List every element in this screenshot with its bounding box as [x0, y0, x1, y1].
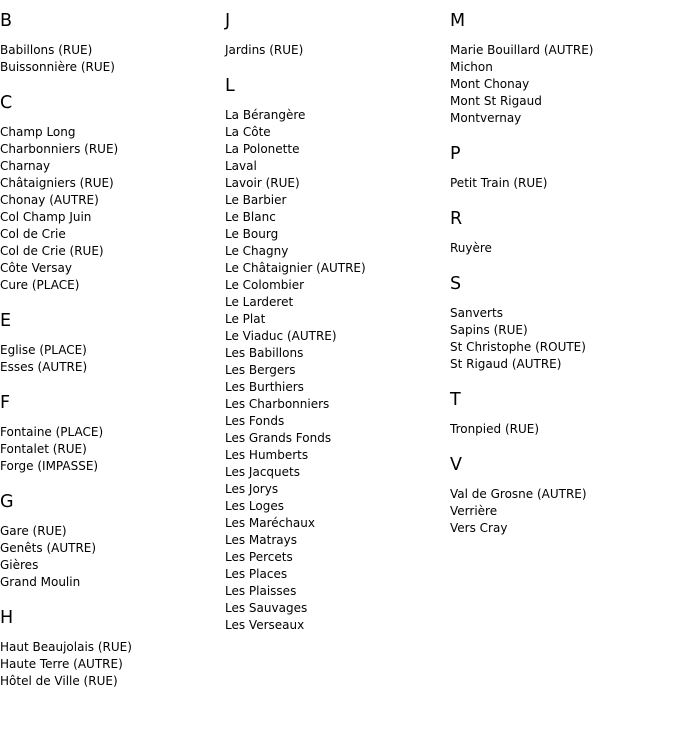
street-list: [0, 523, 220, 591]
street-link[interactable]: Châtaigniers (RUE): [0, 176, 114, 190]
street-link[interactable]: Le Châtaignier (AUTRE): [225, 261, 366, 275]
street-link[interactable]: Chonay (AUTRE): [0, 193, 99, 207]
letter-section: [450, 273, 670, 373]
section-letter-heading: H: [0, 608, 14, 628]
street-list: [0, 424, 220, 475]
street-link[interactable]: Les Grands Fonds: [225, 431, 332, 445]
street-list: [450, 175, 670, 192]
street-link[interactable]: St Christophe (ROUTE): [450, 340, 586, 354]
street-link[interactable]: Mont Chonay: [450, 77, 530, 91]
street-link[interactable]: Gare (RUE): [0, 524, 67, 538]
letter-section: [450, 143, 670, 192]
street-link[interactable]: Marie Bouillard (AUTRE): [450, 43, 594, 57]
letter-section: [450, 454, 670, 537]
street-link[interactable]: Jardins (RUE): [225, 43, 304, 57]
street-link[interactable]: Charnay: [0, 159, 51, 173]
section-letter-heading: V: [450, 455, 462, 475]
section-letter-heading: C: [0, 93, 13, 113]
section-letter-heading: F: [0, 393, 11, 413]
street-link[interactable]: Les Places: [225, 567, 288, 581]
street-list: [0, 124, 220, 294]
letter-section: [0, 92, 220, 294]
street-link[interactable]: Buissonnière (RUE): [0, 60, 115, 74]
street-link[interactable]: Haut Beaujolais (RUE): [0, 640, 132, 654]
street-link[interactable]: Col de Crie: [0, 227, 66, 241]
street-link[interactable]: Les Jacquets: [225, 465, 300, 479]
street-link[interactable]: Col Champ Juin: [0, 210, 92, 224]
section-letter-heading: P: [450, 144, 461, 164]
street-link[interactable]: Vers Cray: [450, 521, 508, 535]
street-link[interactable]: Côte Versay: [0, 261, 72, 275]
section-letter-heading: G: [0, 492, 14, 512]
street-link[interactable]: Champ Long: [0, 125, 76, 139]
section-letter-heading: L: [225, 76, 235, 96]
street-link[interactable]: Les Maréchaux: [225, 516, 315, 530]
street-link[interactable]: Les Jorys: [225, 482, 279, 496]
street-link[interactable]: Val de Grosne (AUTRE): [450, 487, 587, 501]
street-link[interactable]: Les Bergers: [225, 363, 296, 377]
street-link[interactable]: Verrière: [450, 504, 498, 518]
street-link[interactable]: Laval: [225, 159, 257, 173]
street-link[interactable]: Eglise (PLACE): [0, 343, 87, 357]
street-link[interactable]: Tronpied (RUE): [450, 422, 540, 436]
street-list: [450, 305, 670, 373]
street-link[interactable]: Les Percets: [225, 550, 293, 564]
street-link[interactable]: La Polonette: [225, 142, 300, 156]
street-link[interactable]: Fontaine (PLACE): [0, 425, 104, 439]
letter-section: [225, 10, 445, 59]
street-list: [450, 42, 670, 127]
street-link[interactable]: Les Loges: [225, 499, 284, 513]
street-link[interactable]: Lavoir (RUE): [225, 176, 300, 190]
index-column-2: [225, 10, 445, 650]
street-link[interactable]: Mont St Rigaud: [450, 94, 542, 108]
street-link[interactable]: Hôtel de Ville (RUE): [0, 674, 118, 688]
street-link[interactable]: Sapins (RUE): [450, 323, 528, 337]
street-link[interactable]: Le Barbier: [225, 193, 287, 207]
street-link[interactable]: Gières: [0, 558, 39, 572]
street-list: [450, 421, 670, 438]
street-link[interactable]: Grand Moulin: [0, 575, 81, 589]
section-letter-heading: B: [0, 11, 13, 31]
street-link[interactable]: Le Colombier: [225, 278, 305, 292]
street-link[interactable]: Esses (AUTRE): [0, 360, 88, 374]
index-column-3: [450, 10, 670, 553]
street-list: [0, 42, 220, 76]
letter-section: [0, 491, 220, 591]
section-letter-heading: R: [450, 209, 463, 229]
letter-section: [0, 607, 220, 690]
street-link[interactable]: Les Sauvages: [225, 601, 308, 615]
street-link[interactable]: Sanverts: [450, 306, 503, 320]
letter-section: [450, 389, 670, 438]
street-link[interactable]: La Bérangère: [225, 108, 306, 122]
letter-section: [0, 310, 220, 376]
section-letter-heading: J: [225, 11, 231, 31]
street-link[interactable]: Les Babillons: [225, 346, 304, 360]
street-link[interactable]: Cure (PLACE): [0, 278, 80, 292]
street-link[interactable]: Babillons (RUE): [0, 43, 93, 57]
section-letter-heading: E: [0, 311, 12, 331]
street-link[interactable]: Le Bourg: [225, 227, 279, 241]
section-letter-heading: S: [450, 274, 462, 294]
street-link[interactable]: Le Blanc: [225, 210, 276, 224]
street-link[interactable]: Le Chagny: [225, 244, 289, 258]
street-link[interactable]: Ruyère: [450, 241, 492, 255]
street-link[interactable]: Les Plaisses: [225, 584, 297, 598]
street-link[interactable]: Les Matrays: [225, 533, 297, 547]
letter-section: [0, 392, 220, 475]
street-list: [450, 486, 670, 537]
street-link[interactable]: Montvernay: [450, 111, 522, 125]
letter-section: [450, 208, 670, 257]
street-link[interactable]: Les Verseaux: [225, 618, 305, 632]
street-list: [225, 42, 445, 59]
street-link[interactable]: Les Humberts: [225, 448, 309, 462]
index-column-1: [0, 10, 220, 706]
letter-section: [225, 75, 445, 634]
street-link[interactable]: Haute Terre (AUTRE): [0, 657, 123, 671]
street-link[interactable]: La Côte: [225, 125, 271, 139]
street-list: [0, 342, 220, 376]
street-link[interactable]: Michon: [450, 60, 493, 74]
street-link[interactable]: Le Plat: [225, 312, 266, 326]
street-link[interactable]: Petit Train (RUE): [450, 176, 548, 190]
street-link[interactable]: Charbonniers (RUE): [0, 142, 119, 156]
street-link[interactable]: Le Larderet: [225, 295, 294, 309]
street-link[interactable]: St Rigaud (AUTRE): [450, 357, 562, 371]
street-link[interactable]: Col de Crie (RUE): [0, 244, 104, 258]
letter-section: [0, 10, 220, 76]
street-link[interactable]: Fontalet (RUE): [0, 442, 87, 456]
letter-section: [450, 10, 670, 127]
street-link[interactable]: Genêts (AUTRE): [0, 541, 97, 555]
street-link[interactable]: Les Charbonniers: [225, 397, 330, 411]
street-list: [450, 240, 670, 257]
street-link[interactable]: Les Fonds: [225, 414, 285, 428]
street-link[interactable]: Les Burthiers: [225, 380, 304, 394]
section-letter-heading: M: [450, 11, 466, 31]
street-link[interactable]: Le Viaduc (AUTRE): [225, 329, 337, 343]
street-link[interactable]: Forge (IMPASSE): [0, 459, 99, 473]
street-list: [225, 107, 445, 634]
section-letter-heading: T: [450, 390, 461, 410]
street-list: [0, 639, 220, 690]
